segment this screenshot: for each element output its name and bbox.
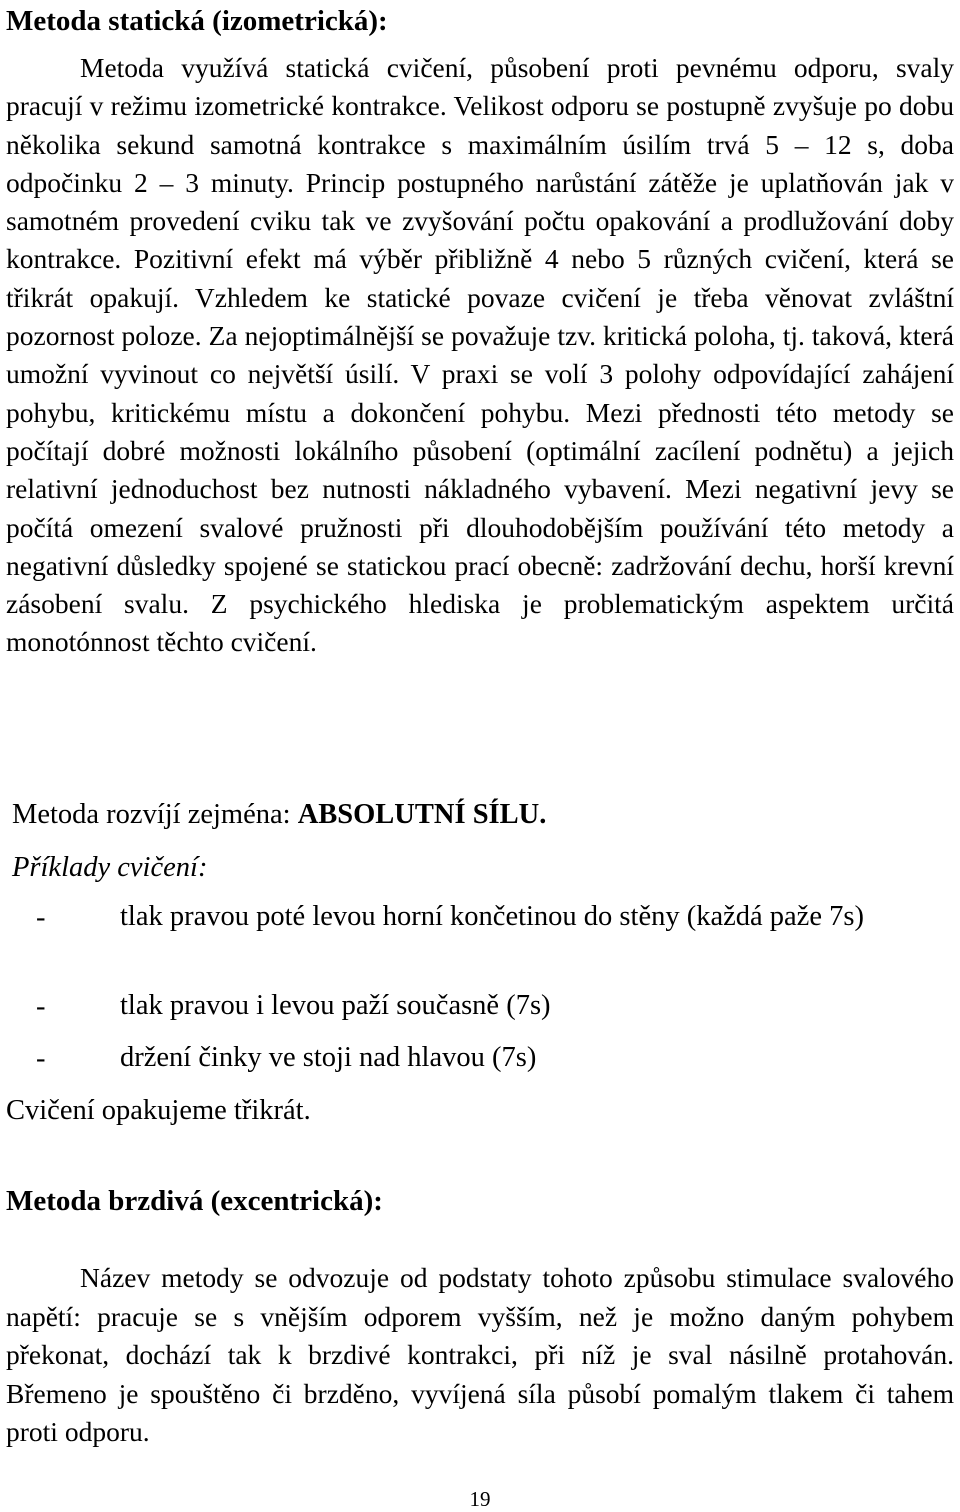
paragraph-eccentric-method: Název metody se odvozuje od podstaty tohoto způsobu stimulace svalového napětí: pracuje se s vnějším odporem vyšším, než je možno daným pohybem překonat, dochází tak k brzdivé kontrakci, při níž je sval násilně protahován. Břemeno je spouštěno či brzděno, vyvíjená síla působí pomalým tlakem či tahem proti odporu. <box>6 1262 954 1448</box>
paragraph-static-method: Metoda využívá statická cvičení, působení proti pevnému odporu, svaly pracují v režimu izometrické kontrakce. Velikost odporu se postupně zvyšuje po dobu několika sekund samotná kontrakce s maximálním úsilím trvá 5 – 12 s, doba odpočinku 2 – 3 minuty. Princip postupného narůstání zátěže je uplatňován jak v samotném provedení cviku tak ve zvyšování počtu opakování a prodlužování doby kontrakce. Pozitivní efekt má výběr přibližně 4 nebo 5 různých cvičení, která se třikrát opakují. Vzhledem ke statické povaze cvičení je třeba věnovat zvláštní pozornost poloze. Za nejoptimálnější se považuje tzv. kritická poloha, tj. taková, která umožní vyvinout co největší úsilí. V praxi se volí 3 polohy odpovídající zahájení pohybu, kritickému místu a dokončení pohybu. Mezi přednosti této metody se počítají dobré možnosti lokálního působení (optimální zacílení podnětu) a jejich relativní jednoduchost bez nutnosti nákladného vybavení. Mezi negativní jevy se počítá omezení svalové pružnosti při dlouhodobějším používání této metody a negativní důsledky spojené se statickou prací obecně: zadržování dechu, horší krevní zásobení svalu. Z psychického hlediska je problematickým aspektem určitá monotónnost těchto cvičení. <box>6 52 954 658</box>
list-item: držení činky ve stoji nad hlavou (7s) <box>120 1042 537 1073</box>
list-bullet: - <box>36 991 46 1022</box>
examples-label: Příklady cvičení: <box>12 852 208 883</box>
list-bullet: - <box>36 1043 46 1074</box>
develops-value: ABSOLUTNÍ SÍLU. <box>297 799 547 830</box>
develops-line <box>12 796 546 834</box>
list-bullet: - <box>36 902 46 933</box>
document-page <box>6 0 954 1509</box>
list-item: tlak pravou poté levou horní končetinou do stěny (každá paže 7s) <box>120 901 864 932</box>
repeat-note: Cvičení opakujeme třikrát. <box>6 1095 311 1126</box>
develops-label: Metoda rozvíjí zejména: <box>12 799 298 830</box>
page-number: 19 <box>469 1487 491 1511</box>
section-heading-eccentric-method: Metoda brzdivá (excentrická): <box>6 1185 383 1217</box>
section-heading-static-method: Metoda statická (izometrická): <box>6 5 388 37</box>
list-item: tlak pravou i levou paží současně (7s) <box>120 990 551 1021</box>
